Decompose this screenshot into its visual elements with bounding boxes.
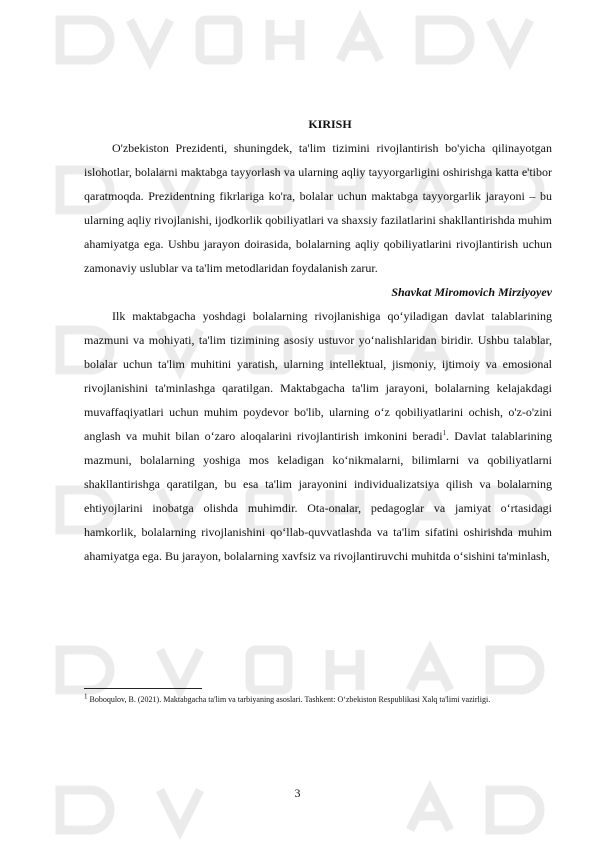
paragraph-main xyxy=(84,304,552,568)
paragraph-intro: O'zbekiston Prezidenti, shuningdek, ta'lim tizimini rivojlantirish bo'yicha qilinayotgan islohotlar, bolalarni maktabga tayyorlash va ularning aqliy tayyorgarligini oshirishga katta e'tibor qaratmoqda. Prezidentning fikrlariga ko'ra, bolalar uchun maktabga tayyorgarlik jarayoni – bu ularning aqliy rivojlanishi, ijodkorlik qobiliyatlari va shaxsiy fazilatlarini shakllantirishda muhim ahamiyatga ega. Ushbu jarayon doirasida, bolalarning aqliy qobiliyatlarini rivojlantirish uchun zamonaviy uslublar va ta'lim metodlaridan foydalanish zarur. xyxy=(84,141,552,275)
section-heading: KIRISH xyxy=(308,117,352,131)
footnote-text: Boboqulov, B. (2021). Maktabgacha ta'lim va tarbiyaning asoslari. Tashkent: O‘zbekiston Respublikasi Xalq ta'limi vazirligi. xyxy=(87,695,491,704)
footnote xyxy=(84,692,552,708)
footnote-number: 1 xyxy=(84,692,88,701)
paragraph-main-part-2: . Davlat talablarining mazmuni, bolalarning yoshiga mos keladigan ko‘nikmalarni, bilimlarni va qobiliyatlarni shakllantirishga qaratilgan, bu esa ta'lim jarayonini individualizatsiya qilish va bolalarning ehtiyojlarini inobatga olishda muhimdir. Ota-onalar, pedagoglar va jamiyat o‘rtasidagi hamkorlik, bolalarning rivojlanishini qo‘llab-quvvatlashda va ta'lim sifatini oshirishda muhim ahamiyatga ega. Bu jarayon, bolalarning xavfsiz va rivojlantiruvchi muhitda o‘sishini ta'minlash, xyxy=(84,429,552,563)
footnote-divider xyxy=(84,688,202,689)
quote-author: Shavkat Miromovich Mirziyoyev xyxy=(391,285,552,299)
footnote-reference[interactable]: 1 xyxy=(442,429,447,437)
paragraph-main-part-1: Ilk maktabgacha yoshdagi bolalarning rivojlanishiga qo‘yiladigan davlat talablarining mazmuni va mohiyati, ta'lim tizimining asosiy ustuvor yo‘nalishlaridan biridir. Ushbu talablar, bolalar uchun ta'lim muhitini yaratish, ularning intellektual, jismoniy, ijtimoiy va emosional rivojlanishini ta'minlashga qaratilgan. Maktabgacha ta'lim jarayoni, bolalarning kelajakdagi muvaffaqiyatlari uchun muhim poydevor bo'lib, ularning o‘z qobiliyatlarini ochish, o'z-o'zini anglash va muhit bilan o‘zaro aloqalarini rivojlantirish imkonini beradi xyxy=(84,309,552,443)
page-number: 3 xyxy=(294,786,301,800)
page-body xyxy=(84,112,552,568)
